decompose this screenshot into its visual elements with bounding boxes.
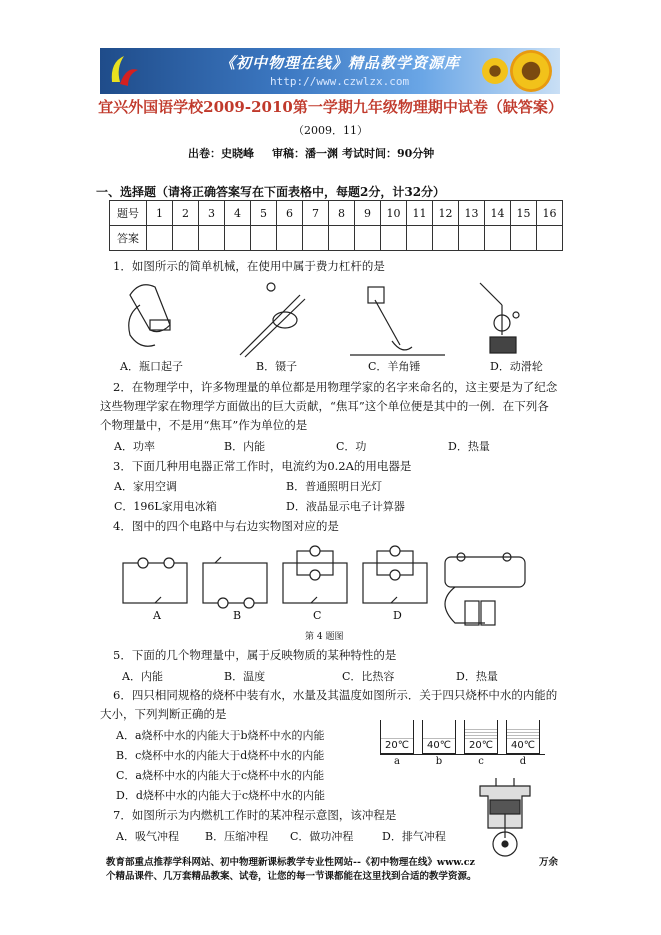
q2-option-a: A．功率: [114, 440, 155, 453]
document-date: （2009．11）: [293, 124, 368, 137]
section-heading: 一、选择题（请将正确答案写在下面表格中，每题2分，计32分）: [96, 185, 446, 199]
answer-cell[interactable]: [433, 226, 459, 251]
question-2-line: 这些物理学家在物理学方面做出的巨大贡献，“焦耳”这个单位便是其中的一例．在下列各: [100, 399, 549, 413]
answer-cell[interactable]: [355, 226, 381, 251]
beaker-label: c: [478, 756, 484, 767]
beaker-temperature: 20℃: [465, 740, 497, 751]
question-7: 7．如图所示为内燃机工作时的某冲程示意图，该冲程是: [113, 808, 397, 822]
q6-option-a: A．a烧杯中水的内能大于b烧杯中水的内能: [116, 729, 325, 742]
beaker-a: [380, 720, 414, 754]
q4-circuit-figure: [115, 543, 545, 643]
table-header-cell: 题号: [110, 201, 147, 226]
q1-option-a: A．瓶口起子: [120, 360, 183, 373]
answer-cell[interactable]: [381, 226, 407, 251]
beaker-temperature: 40℃: [507, 740, 539, 751]
q4-label-c: C: [313, 609, 322, 622]
q2-option-d: D．热量: [448, 440, 490, 453]
answer-cell[interactable]: [459, 226, 485, 251]
number-cell: 2: [173, 201, 199, 226]
question-2-line: 2．在物理学中，许多物理量的单位都是用物理学家的名字来命名的，这主要是为了纪念: [113, 380, 558, 394]
question-5: 5．下面的几个物理量中，属于反映物质的某种特性的是: [113, 648, 397, 662]
number-cell: 10: [381, 201, 407, 226]
answer-cell[interactable]: [225, 226, 251, 251]
circuit-a: [123, 558, 187, 603]
author: 出卷：史晓峰: [188, 147, 254, 160]
physical-circuit: [445, 553, 525, 625]
q4-label-d: D: [393, 609, 402, 622]
number-cell: 7: [303, 201, 329, 226]
answer-cell[interactable]: [407, 226, 433, 251]
question-4: 4．图中的四个电路中与右边实物图对应的是: [113, 519, 339, 533]
number-cell: 14: [485, 201, 511, 226]
beaker-c: [464, 720, 498, 754]
beaker-label: a: [394, 756, 400, 767]
q1-option-d: D．动滑轮: [490, 360, 543, 373]
question-2-line: 个物理量中，不是用“焦耳”作为单位的是: [100, 418, 308, 432]
q5-option-a: A．内能: [122, 670, 163, 683]
page-footer: [106, 856, 558, 884]
document-meta: [188, 145, 452, 161]
beaker-b: [422, 720, 456, 754]
question-3: 3．下面几种用电器正常工作时，电流约为0.2A的用电器是: [113, 459, 412, 473]
answer-cell[interactable]: [199, 226, 225, 251]
q7-option-b: B．压缩冲程: [205, 830, 269, 843]
claw-hammer-illustration: [350, 287, 445, 355]
answer-cell[interactable]: [173, 226, 199, 251]
number-cell: 15: [511, 201, 537, 226]
question-6-line: 6．四只相同规格的烧杯中装有水，水量及其温度如图所示．关于四只烧杯中水的内能的: [113, 688, 558, 702]
q3-option-c: C．196L家用电冰箱: [114, 500, 217, 513]
q6-option-c: C．a烧杯中水的内能大于c烧杯中水的内能: [116, 769, 325, 782]
footer-line-1: 教育部重点推荐学科网站、初中物理新课标教学专业性网站--《初中物理在线》www.cz: [106, 857, 475, 868]
answer-cell[interactable]: [511, 226, 537, 251]
reviewer: 审稿：潘一渊: [272, 147, 338, 160]
number-cell: 8: [329, 201, 355, 226]
answer-cell[interactable]: [147, 226, 173, 251]
answer-cell[interactable]: [329, 226, 355, 251]
beaker-label: d: [519, 756, 527, 767]
number-cell: 4: [225, 201, 251, 226]
beaker-temperature: 40℃: [423, 740, 455, 751]
q6-option-d: D．d烧杯中水的内能大于c烧杯中水的内能: [116, 789, 326, 802]
q3-option-b: B．普通照明日光灯: [286, 480, 383, 493]
site-logo-icon: [106, 52, 140, 90]
number-cell: 1: [147, 201, 173, 226]
beakers-figure: [380, 710, 550, 770]
answer-cell[interactable]: [277, 226, 303, 251]
q5-option-d: D．热量: [456, 670, 498, 683]
tweezers-illustration: [240, 283, 305, 357]
table-surface: [380, 754, 545, 755]
q4-caption: 第 4 题图: [305, 632, 344, 642]
document-title: 宜兴外国语学校2009-2010第一学期九年级物理期中试卷（缺答案）: [98, 98, 563, 116]
q3-option-a: A．家用空调: [114, 480, 177, 493]
q5-option-b: B．温度: [224, 670, 266, 683]
pulley-illustration: [480, 283, 519, 353]
q5-option-c: C．比热容: [342, 670, 395, 683]
question-6-line: 大小，下列判断正确的是: [100, 707, 227, 721]
beaker-label: b: [435, 756, 443, 767]
number-cell: 16: [537, 201, 563, 226]
table-header-cell: 答案: [110, 226, 147, 251]
circuit-b: [203, 557, 267, 608]
answer-table: [109, 200, 563, 251]
number-cell: 13: [459, 201, 485, 226]
engine-cylinder-illustration: [480, 778, 530, 856]
answer-cell[interactable]: [537, 226, 563, 251]
q6-option-b: B．c烧杯中水的内能大于d烧杯中水的内能: [116, 749, 325, 762]
engine-figure: [462, 778, 548, 860]
number-cell: 3: [199, 201, 225, 226]
banner-title: 《初中物理在线》精品教学资源库: [220, 54, 461, 72]
header-banner: [100, 48, 560, 94]
answer-cell[interactable]: [303, 226, 329, 251]
q7-option-a: A．吸气冲程: [116, 830, 179, 843]
number-cell: 5: [251, 201, 277, 226]
q4-label-a: A: [153, 609, 161, 622]
question-1: 1．如图所示的简单机械，在使用中属于费力杠杆的是: [113, 259, 385, 273]
number-cell: 6: [277, 201, 303, 226]
q3-option-d: D．液晶显示电子计算器: [286, 500, 405, 513]
beaker-temperature: 20℃: [381, 740, 413, 751]
answer-cell[interactable]: [251, 226, 277, 251]
footer-line-2: 个精品课件、几万套精品教案、试卷，让您的每一节课都能在这里找到合适的教学资源。: [106, 871, 477, 882]
q7-option-c: C．做功冲程: [290, 830, 354, 843]
number-cell: 11: [407, 201, 433, 226]
number-cell: 12: [433, 201, 459, 226]
footer-line-1-tail: 万余: [538, 857, 558, 868]
exam-time: 考试时间：90分钟: [342, 147, 435, 160]
q1-option-b: B．镊子: [256, 360, 298, 373]
table-row: [110, 226, 563, 251]
circuit-d: [363, 546, 427, 603]
q1-option-c: C．羊角锤: [368, 360, 421, 373]
sunflower-icon: [482, 58, 508, 84]
bottle-opener-illustration: [129, 285, 170, 346]
sunflower-icon: [510, 50, 552, 92]
q2-option-b: B．内能: [224, 440, 266, 453]
circuit-c: [283, 546, 347, 603]
number-cell: 9: [355, 201, 381, 226]
q1-figure: [110, 275, 550, 363]
banner-url: http://www.czwlzx.com: [270, 75, 410, 88]
q2-option-c: C．功: [336, 440, 367, 453]
table-row: [110, 201, 563, 226]
q4-label-b: B: [233, 609, 242, 622]
q7-option-d: D．排气冲程: [382, 830, 446, 843]
beaker-d: [506, 720, 540, 754]
answer-cell[interactable]: [485, 226, 511, 251]
